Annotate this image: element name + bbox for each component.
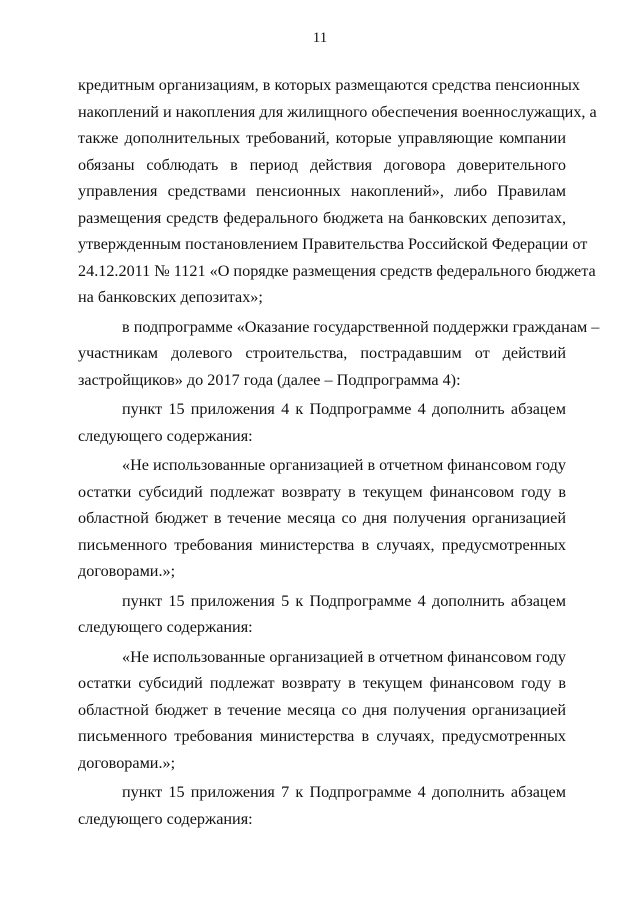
text-line: областной бюджет в течение месяца со дня получения организацией xyxy=(78,700,566,719)
text-line: письменного требования министерства в случаях, предусмотренных xyxy=(78,535,566,554)
text-line: размещения средств федерального бюджета на банковских депозитах, xyxy=(78,208,566,227)
text-line: договорами.»; xyxy=(78,753,176,772)
paragraph-appendix-4 xyxy=(78,396,566,449)
document-body xyxy=(78,72,600,832)
text-line: 24.12.2011 № 1121 «О порядке размещения средств федерального бюджета xyxy=(78,261,596,280)
text-line: следующего содержания: xyxy=(78,426,253,445)
paragraph-appendix-5 xyxy=(78,588,566,641)
page-number: 11 xyxy=(312,30,328,46)
paragraph-quote-2 xyxy=(78,644,566,777)
text-line: остатки субсидий подлежат возврату в текущем финансовом году в xyxy=(78,482,566,501)
text-line: пункт 15 приложения 4 к Подпрограмме 4 дополнить абзацем xyxy=(122,400,566,418)
paragraph-continuation xyxy=(78,72,597,311)
text-line: на банковских депозитах»; xyxy=(78,288,263,306)
text-line: письменного требования министерства в случаях, предусмотренных xyxy=(78,727,566,745)
text-line: участникам долевого строительства, пострадавшим от действий xyxy=(78,344,566,362)
text-line: «Не использованные организацией в отчетном финансовом году xyxy=(122,456,566,474)
paragraph-subprogram-4 xyxy=(78,314,600,394)
paragraph-quote-1 xyxy=(78,452,566,585)
text-line: следующего содержания: xyxy=(78,809,253,828)
text-line: пункт 15 приложения 5 к Подпрограмме 4 дополнить абзацем xyxy=(122,591,566,610)
text-line: кредитным организациям, в которых размещаются средства пенсионных xyxy=(78,76,580,94)
text-line: накоплений и накопления для жилищного обеспечения военнослужащих, а xyxy=(78,102,597,121)
text-line: остатки субсидий подлежат возврату в текущем финансовом году в xyxy=(78,674,566,692)
text-line: следующего содержания: xyxy=(78,618,253,636)
text-line: в подпрограмме «Оказание государственной поддержки гражданам – xyxy=(122,317,600,336)
text-line: областной бюджет в течение месяца со дня получения организацией xyxy=(78,509,566,527)
paragraph-appendix-7 xyxy=(78,779,566,832)
text-line: застройщиков» до 2017 года (далее – Подпрограмма 4): xyxy=(78,370,461,389)
text-line: также дополнительных требований, которые управляющие компании xyxy=(78,129,566,147)
text-line: управления средствами пенсионных накоплений», либо Правилам xyxy=(78,182,566,200)
text-line: «Не использованные организацией в отчетном финансовом году xyxy=(122,647,566,666)
text-line: пункт 15 приложения 7 к Подпрограмме 4 дополнить абзацем xyxy=(122,783,566,801)
text-line: договорами.»; xyxy=(78,562,176,580)
text-line: обязаны соблюдать в период действия договора доверительного xyxy=(78,155,566,174)
text-line: утвержденным постановлением Правительства Российской Федерации от xyxy=(78,235,588,253)
